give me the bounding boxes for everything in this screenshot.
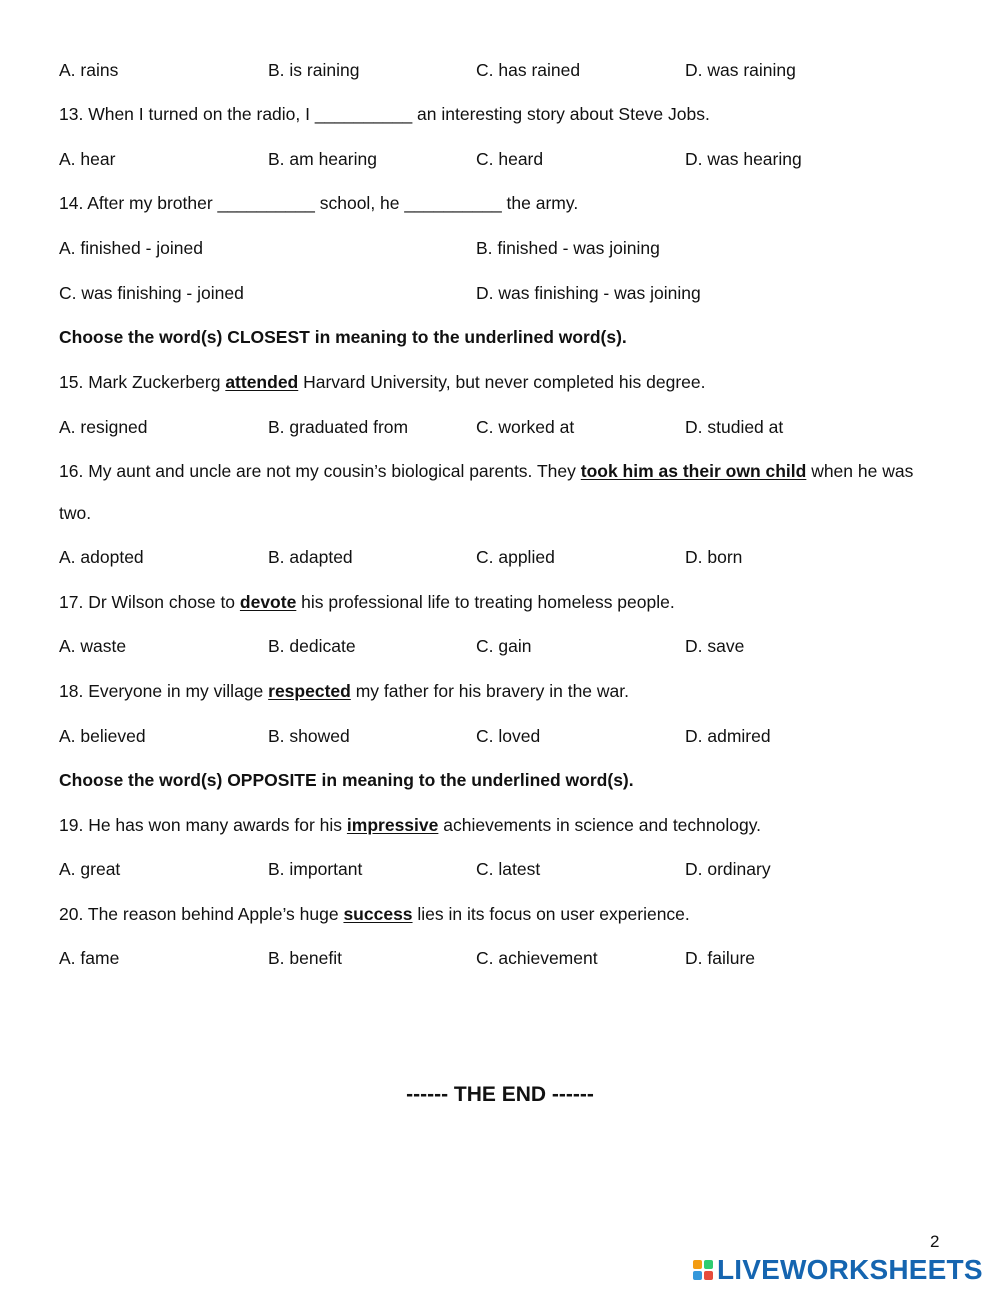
q12-option-b: B. is raining xyxy=(268,60,360,80)
q16-option-a: A. adopted xyxy=(59,547,144,567)
q19-text-after: achievements in science and technology. xyxy=(438,815,762,835)
q15-option-c: C. worked at xyxy=(476,417,575,437)
q18-text-before: 18. Everyone in my village xyxy=(59,681,269,701)
page-number: 2 xyxy=(930,1232,940,1251)
liveworksheets-logo-icon xyxy=(693,1260,713,1280)
q20-text-before: 20. The reason behind Apple’s huge xyxy=(59,904,344,924)
q14-option-d: D. was finishing - was joining xyxy=(476,283,701,303)
q19-option-a: A. great xyxy=(59,859,121,879)
q20-text xyxy=(59,903,690,925)
q17-text-after: his professional life to treating homeless people. xyxy=(296,592,675,612)
q18-option-b: B. showed xyxy=(268,726,350,746)
q18-option-d: D. admired xyxy=(685,726,771,746)
q19-option-b: B. important xyxy=(268,859,363,879)
q17-option-a: A. waste xyxy=(59,636,127,656)
q19-option-c: C. latest xyxy=(476,859,541,879)
q18-option-c: C. loved xyxy=(476,726,541,746)
liveworksheets-logo xyxy=(693,1255,983,1285)
liveworksheets-logo-text: LIVEWORKSHEETS xyxy=(717,1254,983,1285)
q20-text-after: lies in its focus on user experience. xyxy=(412,904,690,924)
q12-option-a: A. rains xyxy=(59,60,119,80)
q20-option-c: C. achievement xyxy=(476,948,598,968)
q17-text xyxy=(59,591,675,613)
q17-option-d: D. save xyxy=(685,636,745,656)
q16-text-after: when he was xyxy=(806,461,914,481)
q20-underlined-word: success xyxy=(343,904,413,924)
logo-block-orange xyxy=(693,1260,702,1269)
q19-option-d: D. ordinary xyxy=(685,859,771,879)
section-heading-closest: Choose the word(s) CLOSEST in meaning to the underlined word(s). xyxy=(59,327,627,347)
q16-option-b: B. adapted xyxy=(268,547,353,567)
q15-option-b: B. graduated from xyxy=(268,417,409,437)
q15-option-d: D. studied at xyxy=(685,417,784,437)
q19-text xyxy=(59,814,761,836)
q13-option-a: A. hear xyxy=(59,149,116,169)
q12-option-c: C. has rained xyxy=(476,60,581,80)
q16-text-continuation: two. xyxy=(59,503,92,523)
the-end-marker: ------ THE END ------ xyxy=(406,1083,594,1106)
logo-block-green xyxy=(704,1260,713,1269)
q19-text-before: 19. He has won many awards for his xyxy=(59,815,347,835)
q18-text-after: my father for his bravery in the war. xyxy=(350,681,629,701)
q15-underlined-word: attended xyxy=(225,372,299,392)
q17-text-before: 17. Dr Wilson chose to xyxy=(59,592,240,612)
q16-option-d: D. born xyxy=(685,547,743,567)
q18-underlined-word: respected xyxy=(268,681,351,701)
q15-text-after: Harvard University, but never completed his degree. xyxy=(298,372,706,392)
q16-underlined-word: took him as their own child xyxy=(580,461,807,481)
q19-underlined-word: impressive xyxy=(346,815,439,835)
q18-text xyxy=(59,680,629,702)
q16-option-c: C. applied xyxy=(476,547,555,567)
q15-text xyxy=(59,371,705,393)
q14-text: 14. After my brother __________ school, he __________ the army. xyxy=(59,193,579,213)
q17-underlined-word: devote xyxy=(239,592,297,612)
logo-block-red xyxy=(704,1271,713,1280)
q13-option-b: B. am hearing xyxy=(268,149,377,169)
q14-option-c: C. was finishing - joined xyxy=(59,283,244,303)
q16-text xyxy=(59,460,913,482)
q14-option-b: B. finished - was joining xyxy=(476,238,660,258)
q17-option-b: B. dedicate xyxy=(268,636,356,656)
q12-option-d: D. was raining xyxy=(685,60,796,80)
logo-block-blue xyxy=(693,1271,702,1280)
q16-text-before: 16. My aunt and uncle are not my cousin’s biological parents. They xyxy=(59,461,581,481)
q13-text: 13. When I turned on the radio, I __________ an interesting story about Steve Jobs. xyxy=(59,104,710,124)
q13-option-c: C. heard xyxy=(476,149,544,169)
q14-option-a: A. finished - joined xyxy=(59,238,203,258)
section-heading-opposite: Choose the word(s) OPPOSITE in meaning to the underlined word(s). xyxy=(59,770,634,790)
q20-option-a: A. fame xyxy=(59,948,120,968)
q13-option-d: D. was hearing xyxy=(685,149,802,169)
q15-text-before: 15. Mark Zuckerberg xyxy=(59,372,226,392)
q15-option-a: A. resigned xyxy=(59,417,148,437)
q18-option-a: A. believed xyxy=(59,726,146,746)
q20-option-b: B. benefit xyxy=(268,948,342,968)
q17-option-c: C. gain xyxy=(476,636,532,656)
q20-option-d: D. failure xyxy=(685,948,756,968)
